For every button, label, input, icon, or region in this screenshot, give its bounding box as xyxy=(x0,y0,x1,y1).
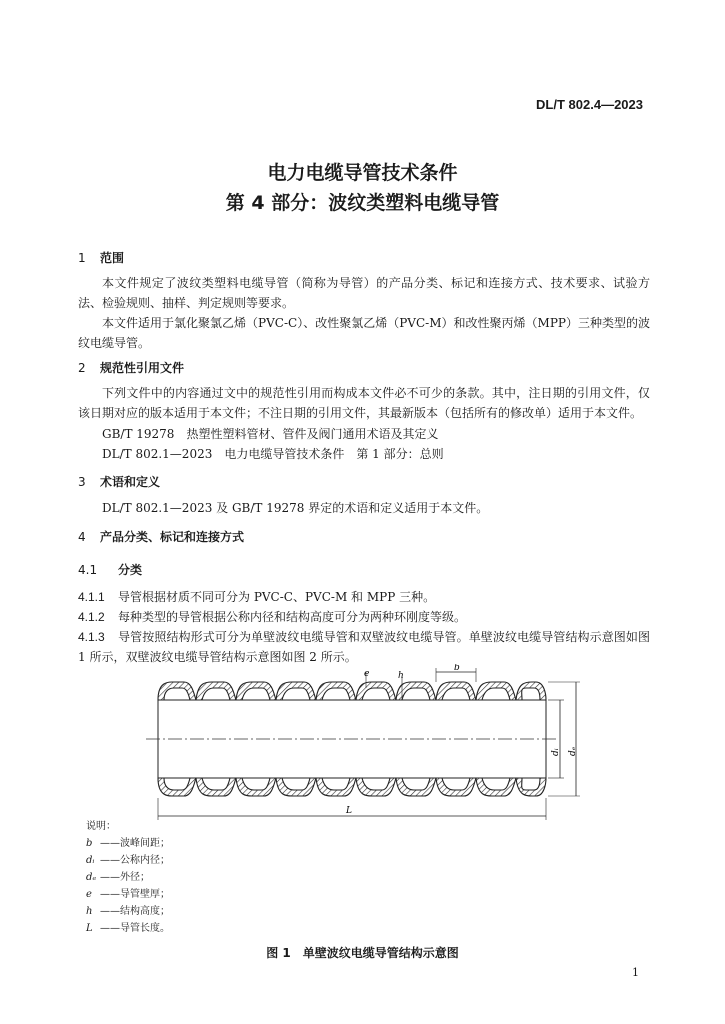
section-number: 4 xyxy=(78,530,86,544)
clause-number: 4.1.2 xyxy=(78,610,105,624)
section-1-paragraph-2: 本文件适用于氯化聚氯乙烯（PVC-C）、改性聚氯乙烯（PVC-M）和改性聚丙烯（MPP）三种类型的波纹电缆导管。 xyxy=(78,316,650,350)
section-number: 1 xyxy=(78,251,86,265)
legend-item xyxy=(86,835,170,852)
clause-text: 导管按照结构形式可分为单壁波纹电缆导管和双壁波纹电缆导管。单壁波纹电缆导管结构示意图如图 1 所示，双壁波纹电缆导管结构示意图如图 2 所示。 xyxy=(78,630,650,664)
clause-number: 4.1.3 xyxy=(78,630,105,644)
legend-item xyxy=(86,869,170,886)
clause-4-1-3 xyxy=(78,627,650,667)
legend-text: ——结构高度； xyxy=(100,906,170,917)
section-number: 3 xyxy=(78,475,86,489)
corrugated-pipe-diagram xyxy=(140,664,590,824)
subsection-title: 分类 xyxy=(118,563,143,577)
figure-legend xyxy=(86,818,170,937)
legend-text: ——导管长度。 xyxy=(100,923,170,934)
section-title: 术语和定义 xyxy=(100,475,161,489)
reference-2: DL/T 802.1—2023 电力电缆导管技术条件 第 1 部分：总则 xyxy=(102,447,444,461)
legend-item xyxy=(86,886,170,903)
section-title: 范围 xyxy=(100,251,125,265)
legend-symbol: e xyxy=(86,889,92,900)
structure-height-label: h xyxy=(398,671,404,681)
clause-text: 每种类型的导管根据公称内径和结构高度可分为两种环刚度等级。 xyxy=(118,610,467,624)
section-1-paragraph-1: 本文件规定了波纹类塑料电缆导管（简称为导管）的产品分类、标记和连接方式、技术要求、试验方法、检验规则、抽样、判定规则等要求。 xyxy=(78,276,650,310)
legend-title: 说明： xyxy=(86,821,116,832)
legend-text: ——波峰间距； xyxy=(100,838,170,849)
figure-caption: 图 1 单壁波纹电缆导管结构示意图 xyxy=(266,946,459,960)
section-3-heading xyxy=(78,473,160,490)
outer-diameter-label: dₑ xyxy=(568,746,578,756)
legend-item xyxy=(86,852,170,869)
legend-symbol: h xyxy=(86,906,93,917)
section-title: 规范性引用文件 xyxy=(100,361,185,375)
clause-4-1-1 xyxy=(78,588,435,605)
clause-4-1-2 xyxy=(78,608,466,625)
legend-text: ——公称内径； xyxy=(100,855,170,866)
subsection-number: 4.1 xyxy=(78,563,98,577)
bottom-corrugated-wall xyxy=(158,778,546,796)
wall-thickness-label: e xyxy=(364,669,370,679)
section-3-paragraph-1: DL/T 802.1—2023 及 GB/T 19278 界定的术语和定义适用于本文件。 xyxy=(102,501,489,515)
top-corrugated-wall xyxy=(158,682,546,700)
document-title: 电力电缆导管技术条件 xyxy=(267,162,458,184)
section-number: 2 xyxy=(78,361,86,375)
page-number: 1 xyxy=(632,966,639,979)
reference-1: GB/T 19278 热塑性塑料管材、管件及阀门通用术语及其定义 xyxy=(102,427,439,441)
legend-symbol: dᵢ xyxy=(86,855,95,866)
inner-diameter-label: dᵢ xyxy=(551,748,561,756)
legend-item xyxy=(86,920,170,937)
legend-text: ——导管壁厚； xyxy=(100,889,170,900)
section-title: 产品分类、标记和连接方式 xyxy=(100,530,245,544)
clause-number: 4.1.1 xyxy=(78,590,105,604)
legend-symbol: b xyxy=(86,838,93,849)
document-subtitle: 第 4 部分：波纹类塑料电缆导管 xyxy=(225,192,500,214)
section-2-heading xyxy=(78,359,184,376)
subsection-4-1-heading xyxy=(78,561,142,578)
length-label: L xyxy=(346,806,352,816)
legend-symbol: dₑ xyxy=(86,872,97,883)
section-1-heading xyxy=(78,249,124,266)
section-4-heading xyxy=(78,528,244,545)
section-2-paragraph-1: 下列文件中的内容通过文中的规范性引用而构成本文件必不可少的条款。其中，注日期的引用文件，仅该日期对应的版本适用于本文件；不注日期的引用文件，其最新版本（包括所有的修改单）适用于本文件。 xyxy=(78,386,650,420)
legend-item xyxy=(86,903,170,920)
pitch-label: b xyxy=(454,664,460,673)
standard-number: DL/T 802.4—2023 xyxy=(536,97,643,112)
legend-text: ——外径； xyxy=(100,872,150,883)
legend-symbol: L xyxy=(86,923,93,934)
clause-text: 导管根据材质不同可分为 PVC-C、PVC-M 和 MPP 三种。 xyxy=(118,590,436,604)
